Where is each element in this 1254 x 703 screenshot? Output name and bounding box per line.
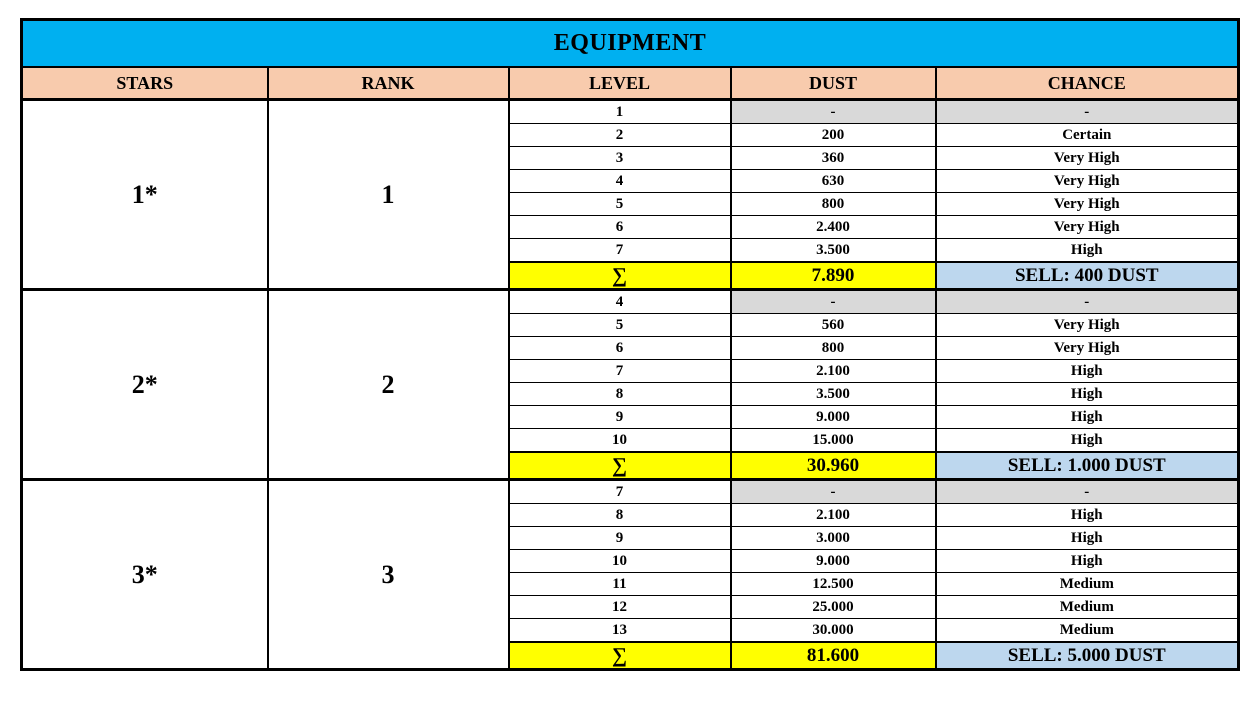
chance-cell: Very High [936,193,1239,216]
dust-cell: - [731,100,936,124]
sell-cell: SELL: 5.000 DUST [936,642,1239,670]
table-row [22,100,1239,124]
chance-cell: High [936,239,1239,263]
dust-cell: 360 [731,147,936,170]
chance-cell: High [936,429,1239,453]
level-cell: 1 [509,100,731,124]
dust-cell: 3.500 [731,383,936,406]
chance-cell: High [936,504,1239,527]
chance-cell: Very High [936,216,1239,239]
dust-cell: 800 [731,337,936,360]
equipment-table [20,18,1240,671]
rank-cell-2: 2 [268,290,509,480]
chance-cell: High [936,383,1239,406]
level-cell: 5 [509,193,731,216]
chance-cell: - [936,100,1239,124]
stars-cell-1: 1* [22,100,268,290]
level-cell: 7 [509,239,731,263]
sum-dust-cell: 7.890 [731,262,936,290]
level-cell: 4 [509,290,731,314]
sum-symbol-cell: ∑ [509,262,731,290]
chance-cell: Medium [936,619,1239,643]
sum-dust-cell: 30.960 [731,452,936,480]
chance-cell: Very High [936,314,1239,337]
stars-cell-3: 3* [22,480,268,670]
level-cell: 9 [509,527,731,550]
chance-cell: Very High [936,147,1239,170]
table-row [22,480,1239,504]
col-header-dust: DUST [731,67,936,100]
col-header-level: LEVEL [509,67,731,100]
level-cell: 11 [509,573,731,596]
dust-cell: - [731,290,936,314]
level-cell: 8 [509,504,731,527]
level-cell: 7 [509,480,731,504]
dust-cell: 3.000 [731,527,936,550]
level-cell: 10 [509,429,731,453]
chance-cell: Very High [936,170,1239,193]
level-cell: 5 [509,314,731,337]
chance-cell: High [936,527,1239,550]
dust-cell: 15.000 [731,429,936,453]
chance-cell: High [936,406,1239,429]
level-cell: 7 [509,360,731,383]
level-cell: 6 [509,337,731,360]
chance-cell: Very High [936,337,1239,360]
dust-cell: 25.000 [731,596,936,619]
dust-cell: 9.000 [731,406,936,429]
chance-cell: Certain [936,124,1239,147]
chance-cell: High [936,550,1239,573]
level-cell: 10 [509,550,731,573]
chance-cell: High [936,360,1239,383]
col-header-stars: STARS [22,67,268,100]
sum-symbol-cell: ∑ [509,452,731,480]
sum-symbol-cell: ∑ [509,642,731,670]
rank-cell-1: 1 [268,100,509,290]
table-row [22,290,1239,314]
stars-cell-2: 2* [22,290,268,480]
col-header-chance: CHANCE [936,67,1239,100]
level-cell: 2 [509,124,731,147]
col-header-rank: RANK [268,67,509,100]
dust-cell: - [731,480,936,504]
sum-dust-cell: 81.600 [731,642,936,670]
dust-cell: 2.100 [731,504,936,527]
level-cell: 4 [509,170,731,193]
chance-cell: Medium [936,573,1239,596]
dust-cell: 12.500 [731,573,936,596]
dust-cell: 630 [731,170,936,193]
dust-cell: 3.500 [731,239,936,263]
dust-cell: 2.100 [731,360,936,383]
table-title-row [22,20,1239,68]
sell-cell: SELL: 400 DUST [936,262,1239,290]
level-cell: 3 [509,147,731,170]
dust-cell: 9.000 [731,550,936,573]
rank-cell-3: 3 [268,480,509,670]
dust-cell: 800 [731,193,936,216]
column-header-row [22,67,1239,100]
dust-cell: 2.400 [731,216,936,239]
level-cell: 12 [509,596,731,619]
chance-cell: - [936,290,1239,314]
dust-cell: 560 [731,314,936,337]
dust-cell: 200 [731,124,936,147]
level-cell: 13 [509,619,731,643]
level-cell: 9 [509,406,731,429]
level-cell: 8 [509,383,731,406]
table-title: EQUIPMENT [22,20,1239,68]
dust-cell: 30.000 [731,619,936,643]
sell-cell: SELL: 1.000 DUST [936,452,1239,480]
level-cell: 6 [509,216,731,239]
chance-cell: - [936,480,1239,504]
chance-cell: Medium [936,596,1239,619]
